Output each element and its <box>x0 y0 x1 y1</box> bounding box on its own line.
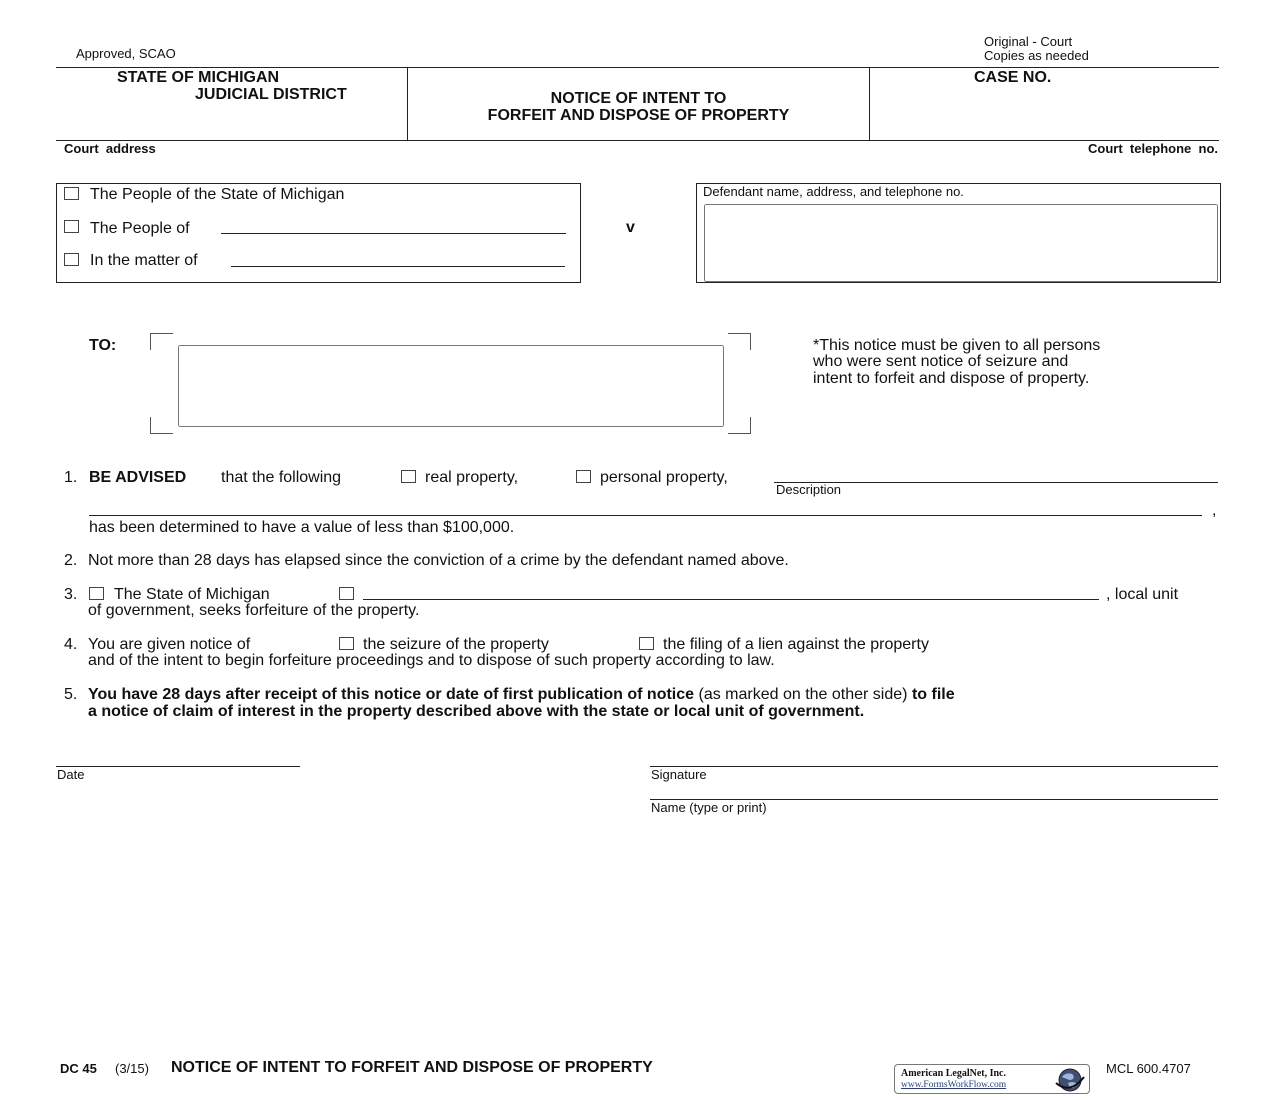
case-number-input[interactable] <box>880 100 1210 122</box>
state-of-michigan-label: The State of Michigan <box>114 586 270 603</box>
logo-url[interactable]: www.FormsWorkFlow.com <box>901 1080 1007 1090</box>
address-corner-bl <box>150 417 173 434</box>
form-title-line1: NOTICE OF INTENT TO <box>550 90 727 107</box>
item5-normal-text: (as marked on the other side) <box>698 686 908 703</box>
footer-title: NOTICE OF INTENT TO FORFEIT AND DISPOSE OF PROPERTY <box>171 1059 653 1076</box>
court-phone-label: Court telephone no. <box>1088 141 1218 156</box>
state-of-michigan-checkbox[interactable] <box>89 587 104 600</box>
signature-label: Signature <box>651 767 707 782</box>
form-revision: (3/15) <box>115 1061 149 1076</box>
to-note-line3: intent to forfeit and dispose of property. <box>813 370 1090 387</box>
to-label: TO: <box>89 337 117 354</box>
personal-property-checkbox[interactable] <box>576 470 591 483</box>
item3-line2: of government, seeks forfeiture of the property. <box>88 602 420 619</box>
item5-line2: a notice of claim of interest in the property described above with the state or local unit of government. <box>88 703 865 720</box>
matter-of-checkbox[interactable] <box>64 253 79 266</box>
item5-bold-text-2: to file <box>911 686 955 703</box>
legalnet-logo <box>894 1064 1090 1094</box>
globe-icon <box>1053 1067 1087 1093</box>
header-top-rule <box>56 67 1219 68</box>
defendant-label: Defendant name, address, and telephone no. <box>703 184 964 199</box>
personal-property-label: personal property, <box>600 469 728 486</box>
date-line <box>56 766 300 767</box>
matter-of-line <box>231 266 565 267</box>
signature-input[interactable] <box>654 746 1214 764</box>
item4-number: 4. <box>64 636 78 653</box>
local-unit-checkbox[interactable] <box>339 587 354 600</box>
item4-line2: and of the intent to begin forfeiture proceedings and to dispose of such property according to law. <box>88 652 775 669</box>
item1-be-advised: BE ADVISED <box>89 469 187 486</box>
people-of-line <box>221 233 566 234</box>
logo-company: American LegalNet, Inc. <box>901 1068 1006 1079</box>
case-no-label: CASE NO. <box>974 69 1052 86</box>
address-corner-tl <box>150 333 173 350</box>
item1-number: 1. <box>64 469 78 486</box>
date-label: Date <box>57 767 85 782</box>
seizure-label: the seizure of the property <box>363 636 549 653</box>
date-input[interactable] <box>60 746 296 764</box>
people-state-checkbox[interactable] <box>64 187 79 200</box>
address-corner-tr <box>728 333 751 350</box>
address-corner-br <box>728 417 751 434</box>
item2-text: Not more than 28 days has elapsed since the conviction of a crime by the defendant named above. <box>88 552 789 569</box>
local-unit-line <box>363 599 1099 600</box>
versus-label: v <box>626 219 635 236</box>
district-label: JUDICIAL DISTRICT <box>195 86 347 103</box>
seizure-checkbox[interactable] <box>339 637 354 650</box>
copies-label: Copies as needed <box>984 48 1089 63</box>
defendant-input[interactable] <box>704 204 1218 282</box>
item2-number: 2. <box>64 552 78 569</box>
description-line2 <box>89 515 1202 516</box>
to-note-line1: *This notice must be given to all persons <box>813 337 1101 354</box>
item1-text: that the following <box>221 469 342 486</box>
original-label: Original - Court <box>984 34 1073 49</box>
item5-bold-text: You have 28 days after receipt of this notice or date of first publication of notice <box>88 686 695 703</box>
description-input-2[interactable] <box>92 496 1200 514</box>
to-note-line2: who were sent notice of seizure and <box>813 353 1069 370</box>
item5-number: 5. <box>64 686 78 703</box>
approved-label: Approved, SCAO <box>76 46 176 61</box>
real-property-checkbox[interactable] <box>401 470 416 483</box>
form-number: DC 45 <box>60 1061 97 1076</box>
description-comma: , <box>1212 502 1217 519</box>
people-of-input[interactable] <box>224 214 564 232</box>
to-address-input[interactable] <box>178 345 724 427</box>
matter-of-label: In the matter of <box>90 252 198 269</box>
signature-line <box>650 766 1218 767</box>
mcl-citation: MCL 600.4707 <box>1106 1061 1191 1076</box>
people-of-label: The People of <box>90 220 190 237</box>
name-input[interactable] <box>654 779 1214 797</box>
local-unit-label: , local unit <box>1106 586 1179 603</box>
people-state-label: The People of the State of Michigan <box>90 186 345 203</box>
lien-checkbox[interactable] <box>639 637 654 650</box>
description-input[interactable] <box>777 462 1217 480</box>
item1-value-text: has been determined to have a value of less than $100,000. <box>89 519 515 536</box>
description-label: Description <box>776 482 842 497</box>
people-of-checkbox[interactable] <box>64 220 79 233</box>
real-property-label: real property, <box>425 469 519 486</box>
matter-of-input[interactable] <box>234 247 562 265</box>
item5-line1 <box>88 686 955 704</box>
item3-number: 3. <box>64 586 78 603</box>
local-unit-input[interactable] <box>366 580 1096 598</box>
name-label: Name (type or print) <box>651 800 767 815</box>
court-address-label: Court address <box>64 141 156 156</box>
lien-label: the filing of a lien against the property <box>663 636 929 653</box>
item4-text: You are given notice of <box>88 636 251 653</box>
form-title-line2: FORFEIT AND DISPOSE OF PROPERTY <box>487 107 790 124</box>
state-label: STATE OF MICHIGAN <box>117 69 280 86</box>
header-divider-right <box>869 67 870 140</box>
